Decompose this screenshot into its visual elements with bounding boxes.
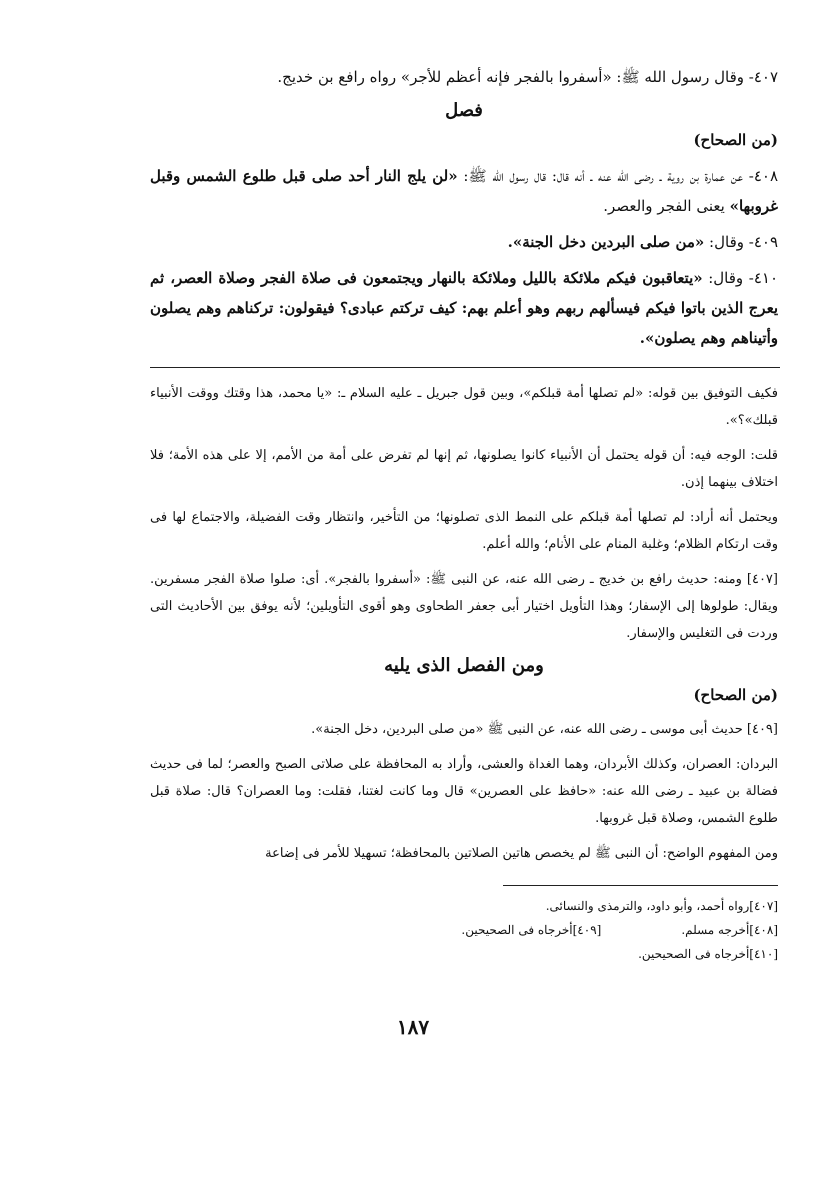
hadith-409-text: «من صلى البردين دخل الجنة». <box>507 233 705 251</box>
commentary-paragraph: قلت: الوجه فيه: أن قوله يحتمل أن الأنبياء كانوا يصلونها، ثم إنها لم تفرض على أمة من الأمم، إلا على هذه الأمة؛ فلا اختلاف بينهما إذن. <box>150 448 778 490</box>
hadith-410 <box>150 263 778 353</box>
hadith-410-text: «يتعاقبون فيكم ملائكة بالليل وملائكة بالنهار ويجتمعون فى صلاة الفجر وصلاة العصر، ثم يعرج الذين باتوا فيكم فيسألهم ربهم وهو أعلم بهم: كيف تركتم عبادى؟ فيقولون: تركناهم وهم يصلون وأتيناهم وهم يصلون». <box>150 269 778 347</box>
hadith-409-intro: ٤٠٩- وقال: <box>704 233 778 251</box>
footnote-407: [٤٠٧]رواه أحمد، وأبو داود، والترمذى والنسائى. <box>545 899 778 913</box>
commentary-paragraph: ومن المفهوم الواضح: أن النبى ﷺ لم يخصص هاتين الصلاتين بالمحافظة؛ تسهيلا للأمر فى إضاعة <box>265 846 778 861</box>
commentary-paragraph: البردان: العصران، وكذلك الأبردان، وهما الغداة والعشى، وأراد به المحافظة على صلاتى الصبح والعصر؛ لما فى حديث فضالة بن عبيد ـ رضى الله عنه: «حافظ على العصرين» قال وما كانت لغتنا، فقلت: وما العصران؟ قال: صلاة قبل طلوع الشمس، وصلاة قبل غروبها. <box>150 757 778 826</box>
commentary-paragraph: [٤٠٧] ومنه: حديث رافع بن خديج ـ رضى الله عنه، عن النبى ﷺ: «أسفروا بالفجر». أى: صلوا صلاة الفجر مسفرين. ويقال: طولوها إلى الإسفار؛ وهذا التأويل اختيار أبى جعفر الطحاوى وهو أقوى التأويلين؛ لأنه يوفق بين الأحاديث التى وردت فى التغليس والإسفار. <box>150 572 778 641</box>
hadith-408-intro: ٤٠٨- عن عمارة بن روية ـ رضى الله عنه ـ أنه قال: قال رسول الله ﷺ: <box>457 167 779 185</box>
footnote-410: [٤١٠]أخرجاه فى الصحيحين. <box>638 947 778 961</box>
section-heading-next: ومن الفصل الذى يليه <box>384 655 544 676</box>
commentary-paragraph: [٤٠٩] حديث أبى موسى ـ رضى الله عنه، عن النبى ﷺ «من صلى البردين، دخل الجنة». <box>311 722 778 737</box>
subheading-sahih: (من الصحاح) <box>693 131 778 149</box>
commentary-divider <box>150 367 780 368</box>
hadith-408 <box>150 161 778 221</box>
footnote-row <box>150 918 778 942</box>
section-title: فصل <box>445 100 483 121</box>
commentary-paragraph: ويحتمل أنه أراد: لم تصلها أمة قبلكم على النمط الذى تصلونها؛ من التأخير، وانتظار وقت الفضيلة، والاجتماع لها فى وقت ارتكام الظلام؛ وغلبة المنام على الأنام؛ والله أعلم. <box>150 510 779 552</box>
commentary-paragraph: فكيف التوفيق بين قوله: «لم تصلها أمة قبلكم»، وبين قول جبريل ـ عليه السلام ـ: «يا محمد، هذا وقتك ووقت الأنبياء قبلك»؟». <box>150 386 778 428</box>
footnote-408: [٤٠٨]أخرجه مسلم. <box>681 923 778 937</box>
hadith-408-note: يعنى الفجر والعصر. <box>603 197 730 215</box>
hadith-407: ٤٠٧- وقال رسول الله ﷺ: «أسفروا بالفجر فإنه أعظم للأجر» رواه رافع بن خديج. <box>277 68 778 86</box>
hadith-410-intro: ٤١٠- وقال: <box>702 269 778 287</box>
hadith-408-text: «لن يلج النار أحد صلى قبل طلوع الشمس وقبل غروبها» <box>150 167 778 215</box>
hadith-409 <box>150 227 778 257</box>
footnote-divider <box>503 885 778 886</box>
footnote-409: [٤٠٩]أخرجاه فى الصحيحين. <box>461 923 602 937</box>
subheading-sahih-2: (من الصحاح) <box>693 686 778 704</box>
page-number: ١٨٧ <box>396 1015 430 1039</box>
